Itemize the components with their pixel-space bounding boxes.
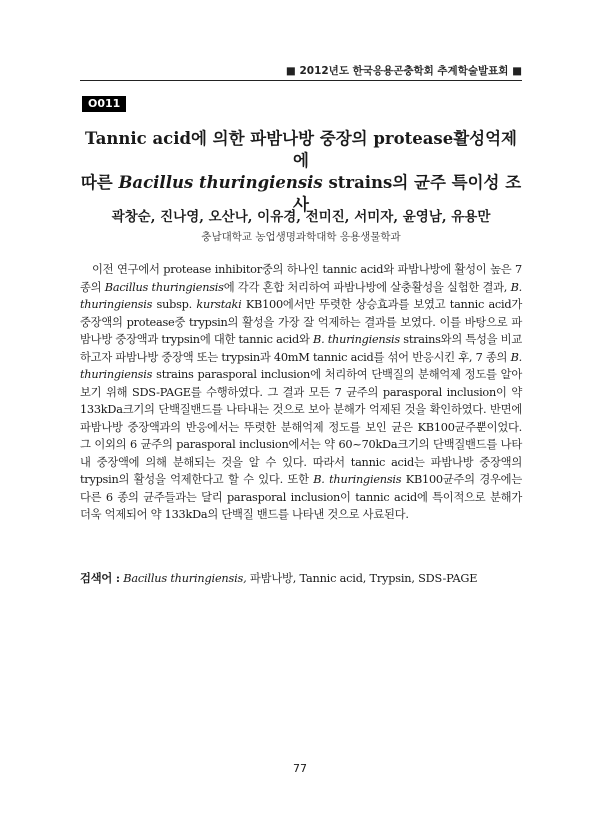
abstract-text: KB100균주의 경우에는 다른 6 종의 균주들과는 달리 parasporal inclusion이 tannic acid에 특이적으로 분해가 더욱 억제되어 약 133kDa의 단백질 밴드를 나타낸 것으로 사료된다. xyxy=(80,473,522,521)
header-rule xyxy=(80,80,522,81)
author-list: 곽창순, 진나영, 오산나, 이유경, 전미진, 서미자, 윤영남, 유용만 xyxy=(111,209,491,225)
keywords-label: 검색어 : xyxy=(80,571,120,585)
title-line1: Tannic acid에 의한 파밤나방 중장의 protease활성억제에 xyxy=(85,129,517,170)
title-line2-start: 따른 xyxy=(80,173,119,192)
paper-code-badge: O011 xyxy=(82,96,126,112)
abstract-text: 이전 연구에서 protease inhibitor중의 하나인 tannic acid와 파밤나방에 활성이 높은 7 종의 xyxy=(80,263,522,294)
abstract-text: subsp. xyxy=(152,298,197,311)
abstract-body xyxy=(80,261,522,524)
species-name: B. thuringiensis xyxy=(80,280,523,311)
species-name: B. thuringiensis xyxy=(313,333,400,346)
page-number: 77 xyxy=(293,762,307,775)
abstract-text: strains와의 특성을 비교하고자 파밤나방 중장액 또는 trypsin과 40mM tannic acid를 섞어 반응시킨 후, 7 종의 xyxy=(80,333,523,364)
abstract-text: KB100에서만 뚜렷한 상승효과를 보였고 tannic acid가 중장액의 protease중 trypsin의 활성을 가장 잘 억제하는 결과를 보였다. 이를 바탕으로 파밤나방 중장액과 trypsin에 대한 tannic acid와 xyxy=(80,298,523,346)
species-name: B. thuringiensis xyxy=(80,350,522,381)
abstract-text: 에 각각 혼합 처리하여 파밤나방에 살충활성을 실험한 결과, xyxy=(223,280,511,294)
affiliation: 충남대학교 농업생명과학대학 응용생물학과 xyxy=(201,231,401,243)
title-species: Bacillus thuringiensis xyxy=(118,173,323,192)
species-name: B. thuringiensis xyxy=(313,473,402,486)
title-line2-end: strains의 균주 특이성 조사 xyxy=(293,173,522,214)
paper-title xyxy=(80,128,522,216)
keyword-species: Bacillus thuringiensis, xyxy=(123,572,247,585)
abstract-text: strains parasporal inclusion에 처리하여 단백질의 분해억제 정도를 알아보기 위해 SDS-PAGE를 수행하였다. 그 결과 모든 7 균주의 parasporal inclusion이 약 133kDa크기의 단백질밴드를 나타내는 것으로 보아 분해가 억제된 것을 확인하였다. 반면에 파밤나방 중장액과의 반응에서는 뚜렷한 분해억제 정도를 보인 균은 KB100균주뿐이었다. 그 이외의 6 균주의 parasporal inclusion에서는 약 60~70kDa크기의 단백질밴드를 나타내 중장액에 의해 분해되는 것을 알 수 있다. 따라서 tannic acid는 파밤나방 중장액의 trypsin의 활성을 억제한다고 할 수 있다. 또한 xyxy=(80,368,522,486)
keyword-list: 파밤나방, Tannic acid, Trypsin, SDS-PAGE xyxy=(246,572,478,585)
subspecies-name: kurstaki xyxy=(196,298,242,311)
keywords-line xyxy=(80,570,522,587)
running-header: ■ 2012년도 한국응용곤충학회 추계학술발표회 ■ xyxy=(285,65,522,77)
species-name: Bacillus thuringiensis xyxy=(104,280,224,294)
